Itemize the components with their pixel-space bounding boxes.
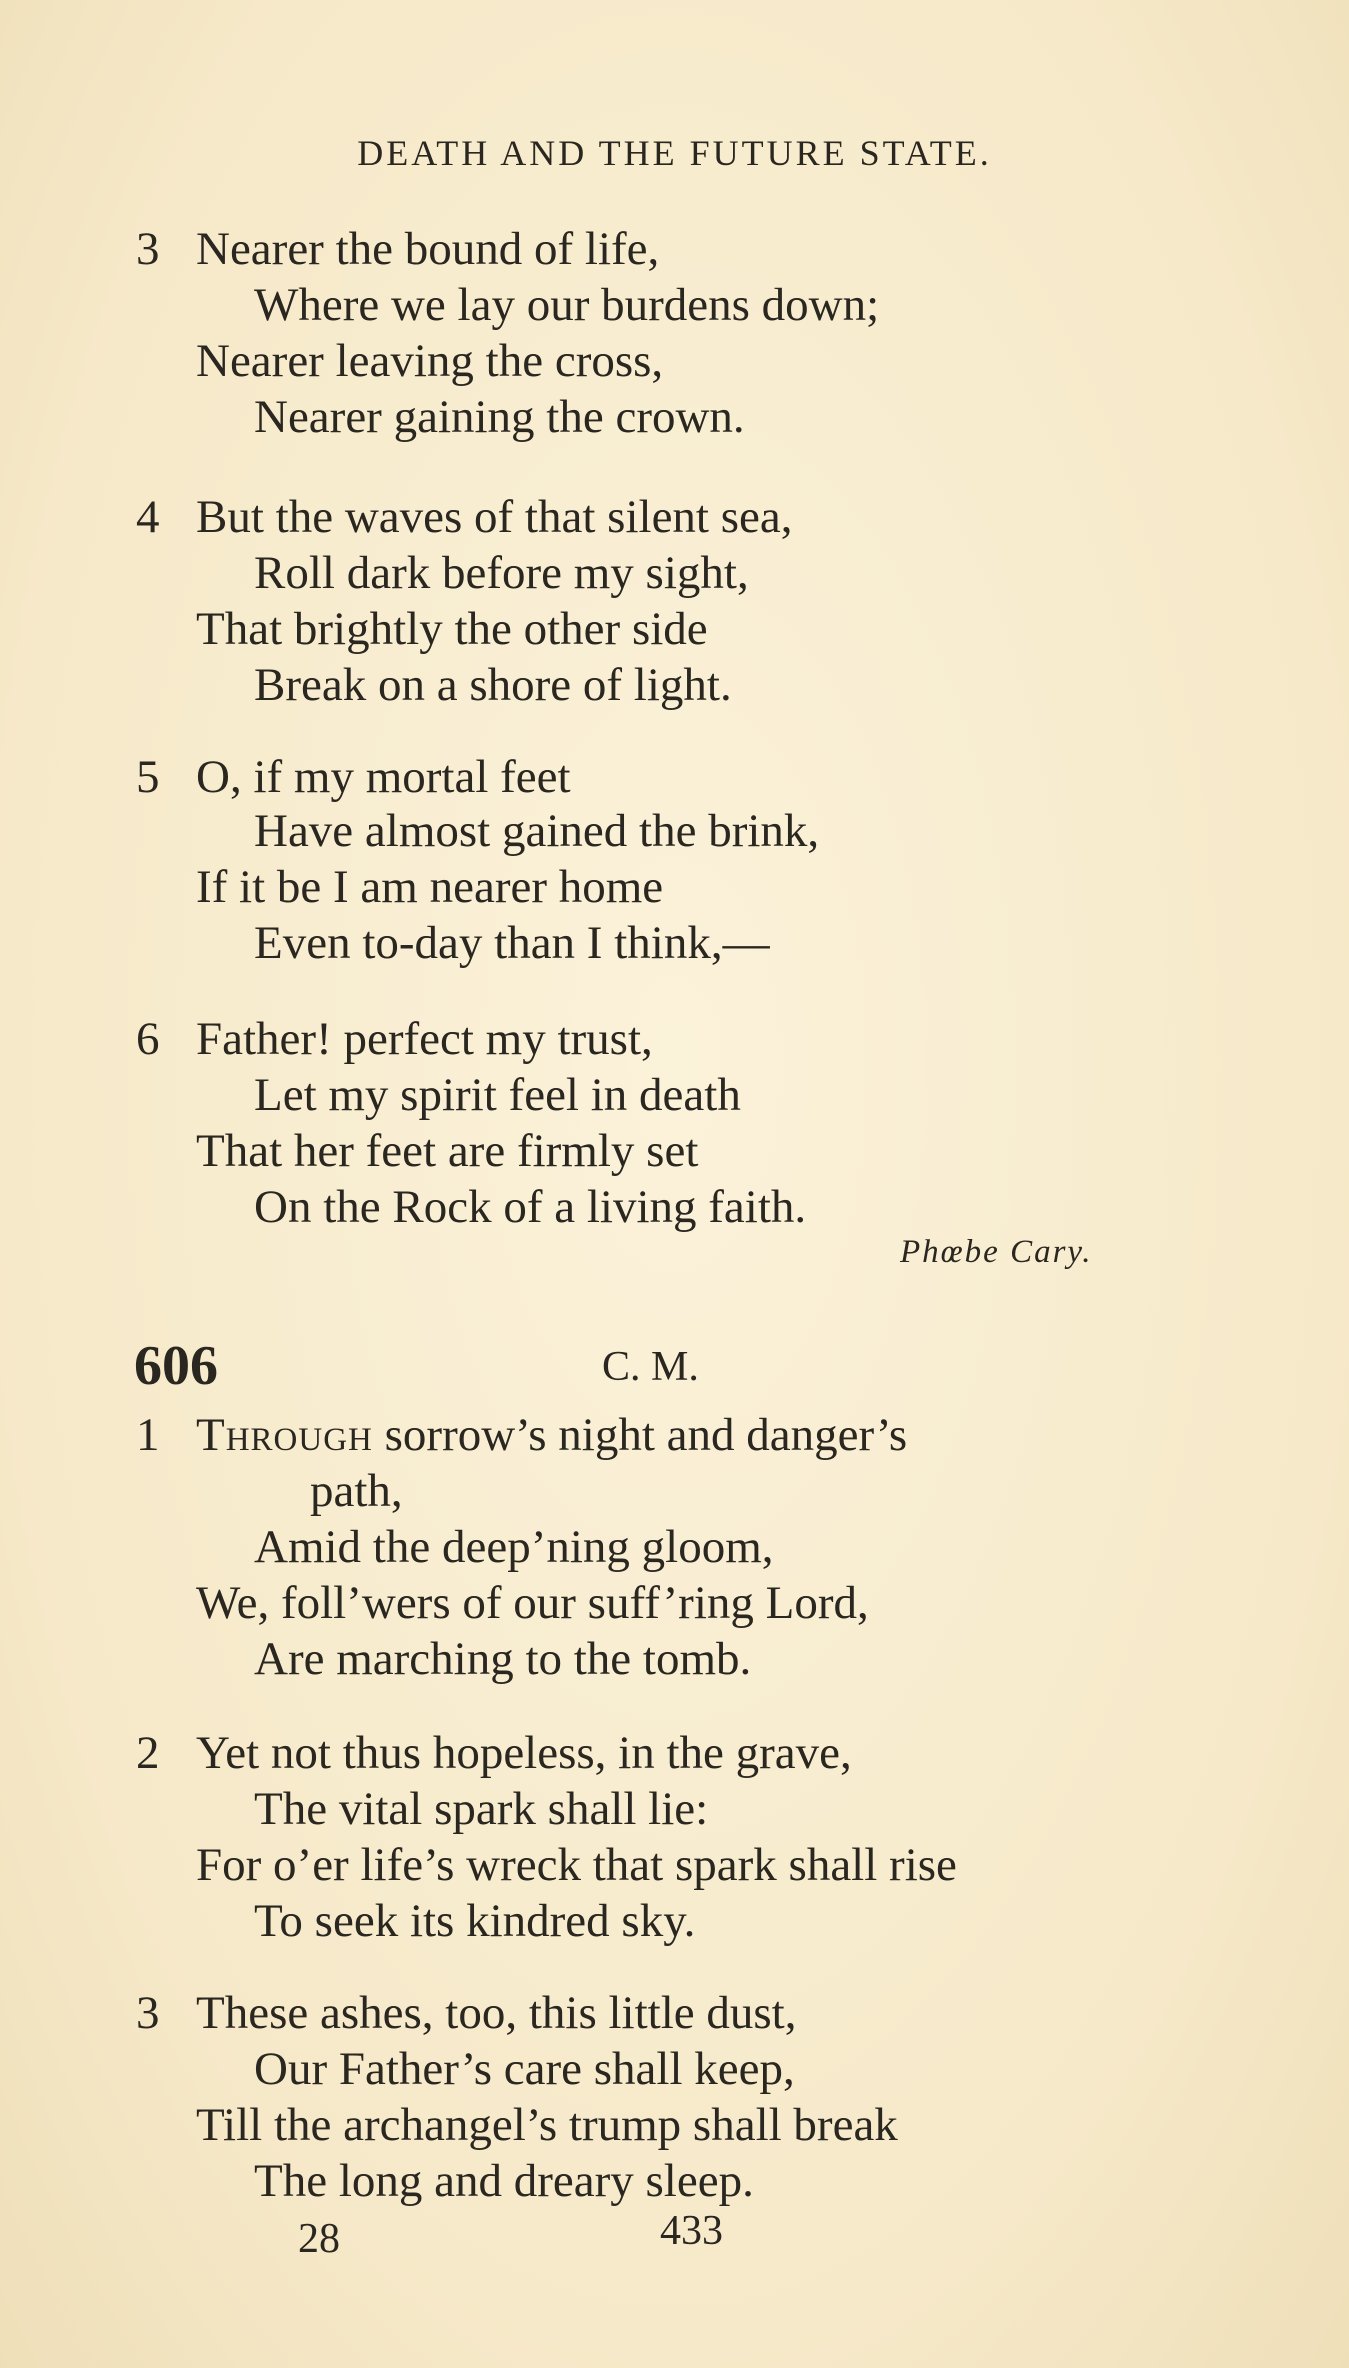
verse-line: We, foll’wers of our suff’ring Lord, bbox=[196, 1577, 869, 1629]
verse-line: But the waves of that silent sea, bbox=[196, 491, 793, 543]
verse-line: The long and dreary sleep. bbox=[254, 2155, 754, 2207]
verse-line: Till the archangel’s trump shall break bbox=[196, 2099, 898, 2151]
stanza-number: 3 bbox=[136, 223, 160, 275]
verse-line-rest: sorrow’s night and danger’s bbox=[372, 1409, 908, 1461]
verse-line: Break on a shore of light. bbox=[254, 659, 732, 711]
verse-line: Yet not thus hopeless, in the grave, bbox=[196, 1727, 852, 1779]
verse-line: If it be I am nearer home bbox=[196, 861, 664, 913]
stanza-number: 4 bbox=[136, 491, 160, 543]
verse-line: On the Rock of a living faith. bbox=[254, 1181, 807, 1233]
running-header: DEATH AND THE FUTURE STATE. bbox=[357, 133, 992, 173]
verse-line: These ashes, too, this little dust, bbox=[196, 1987, 797, 2039]
page-number: 433 bbox=[660, 2208, 723, 2254]
verse-line: Nearer the bound of life, bbox=[196, 223, 660, 275]
verse-line: Even to-day than I think,— bbox=[254, 917, 770, 969]
verse-line: Let my spirit feel in death bbox=[254, 1069, 741, 1121]
verse-line: For o’er life’s wreck that spark shall rise bbox=[196, 1839, 957, 1891]
verse-line: Roll dark before my sight, bbox=[254, 547, 749, 599]
hymn-meter: C. M. bbox=[602, 1344, 699, 1390]
verse-line: Amid the deep’ning gloom, bbox=[254, 1521, 774, 1573]
author-attribution: Phœbe Cary. bbox=[900, 1234, 1093, 1270]
stanza-number: 3 bbox=[136, 1987, 160, 2039]
verse-line: O, if my mortal feet bbox=[196, 751, 571, 803]
verse-line: path, bbox=[310, 1465, 403, 1517]
stanza-number: 2 bbox=[136, 1727, 160, 1779]
stanza-number: 1 bbox=[136, 1409, 160, 1461]
verse-line bbox=[196, 1409, 908, 1461]
first-word: Through bbox=[196, 1409, 373, 1461]
verse-line: Nearer leaving the cross, bbox=[196, 335, 664, 387]
hymn-number: 606 bbox=[134, 1335, 218, 1397]
verse-line: That brightly the other side bbox=[196, 603, 708, 655]
verse-line: To seek its kindred sky. bbox=[254, 1895, 696, 1947]
verse-line: That her feet are firmly set bbox=[196, 1125, 699, 1177]
verse-line: Father! perfect my trust, bbox=[196, 1013, 653, 1065]
verse-line: Have almost gained the brink, bbox=[254, 805, 820, 857]
verse-line: Where we lay our burdens down; bbox=[254, 279, 880, 331]
verse-line: Our Father’s care shall keep, bbox=[254, 2043, 795, 2095]
stanza-number: 5 bbox=[136, 751, 160, 803]
verse-line: Are marching to the tomb. bbox=[254, 1633, 752, 1685]
verse-line: Nearer gaining the crown. bbox=[254, 391, 745, 443]
stanza-number: 6 bbox=[136, 1013, 160, 1065]
verse-line: The vital spark shall lie: bbox=[254, 1783, 709, 1835]
signature-mark: 28 bbox=[298, 2216, 340, 2262]
